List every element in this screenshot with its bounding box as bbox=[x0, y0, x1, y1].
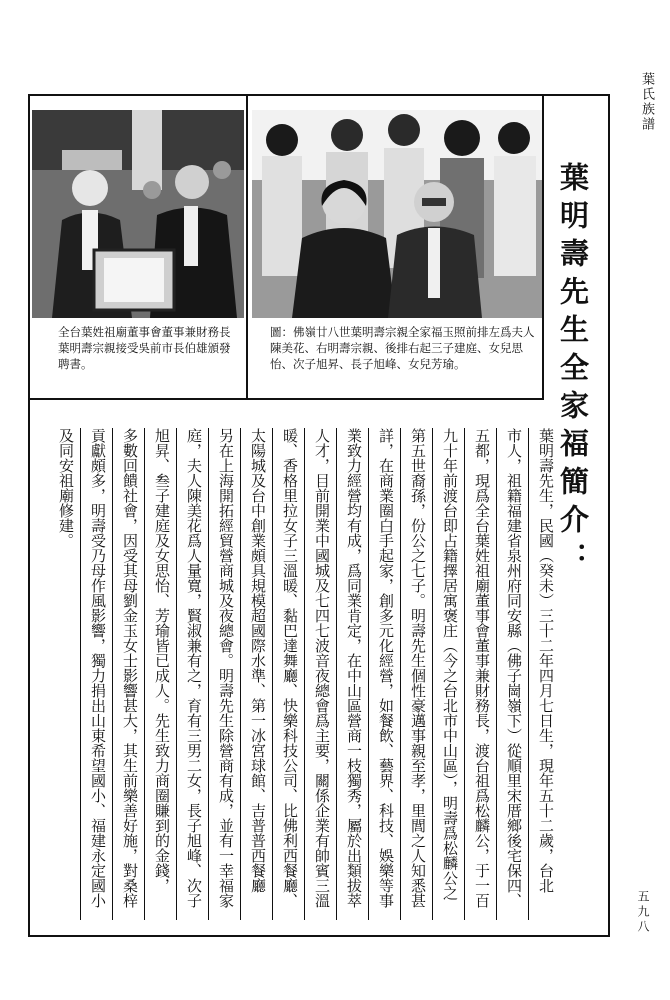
article-title: 葉明壽先生全家福簡介： bbox=[556, 162, 590, 580]
body-column: 市人，祖籍福建省泉州府同安縣（佛子崗嶺下）從順里宋厝鄉後宅保四、 bbox=[496, 428, 532, 920]
body-column: 太陽城及台中創業頗具規模超國際水準、第一冰宮球館、吉普普西餐廳 bbox=[240, 428, 276, 920]
body-column: 第五世裔孫，份公之七子。明壽先生個性豪邁事親至孝，里閭之人知悉甚 bbox=[400, 428, 436, 920]
body-column: 另在上海開拓經貿營商城及夜總會。明壽先生除營商有成，並有一幸福家 bbox=[208, 428, 244, 920]
body-column: 詳，在商業圈白手起家，創多元化經營，如餐飲、藝界、科技、娛樂等事 bbox=[368, 428, 404, 920]
body-column: 人才，目前開業中國城及七四七波音夜總會爲主要，關係企業有帥賓三溫 bbox=[304, 428, 340, 920]
body-column: 庭，夫人陳美花爲人量寬，賢淑兼有之，育有三男二女，長子旭峰、次子 bbox=[176, 428, 212, 920]
body-column: 旭昇、叁子建庭及女思怡、芳瑜皆已成人。先生致力商圈賺到的金錢， bbox=[144, 428, 180, 920]
body-column: 五都，現爲全台葉姓祖廟董事會董事兼財務長，渡台祖爲松麟公，于一百 bbox=[464, 428, 500, 920]
family-photo-caption: 圖：佛嶺廿八世葉明壽宗親全家福玉照前排左爲夫人陳美花、右明壽宗親、後排右起三子建庭、女兒思怡、次子旭昇、長子旭峰、女兒芳瑜。 bbox=[270, 325, 535, 371]
book-title-header: 葉氏族譜 bbox=[639, 72, 654, 132]
body-column: 多數回饋社會，因受其母劉金玉女士影響甚大，其生前樂善好施，對桑梓 bbox=[112, 428, 148, 920]
body-column: 及同安祖廟修建。 bbox=[57, 428, 75, 548]
page-number: 五九八 bbox=[636, 890, 650, 935]
photo-divider bbox=[246, 96, 248, 400]
photo-section bbox=[30, 96, 544, 400]
article-frame bbox=[28, 94, 610, 937]
article-body bbox=[42, 428, 564, 920]
body-column: 貢獻頗多，明壽受乃母作風影響，獨力捐出山東希望國小、福建永定國小 bbox=[80, 428, 116, 920]
award-photo-caption: 全台葉姓祖廟董事會董事兼財務長葉明壽宗親接受吳前市長伯雄頒發聘書。 bbox=[58, 325, 231, 371]
family-portrait-photo bbox=[252, 110, 542, 318]
body-column: 九十年前渡台即占籍擇居寓褒庄（今之台北市中山區），明壽爲松麟公之 bbox=[432, 428, 468, 920]
award-ceremony-photo bbox=[32, 110, 244, 318]
body-column: 業致力經營均有成，爲同業肯定，在中山區營商一枝獨秀，屬於出類拔萃 bbox=[336, 428, 372, 920]
body-column: 葉明壽先生，民國（癸未）三十二年四月七日生，現年五十二歲，台北 bbox=[528, 428, 564, 920]
body-column: 暖、香格里拉女子三溫暖、黏巴達舞廳、快樂科技公司、比佛利西餐廳、 bbox=[272, 428, 308, 920]
